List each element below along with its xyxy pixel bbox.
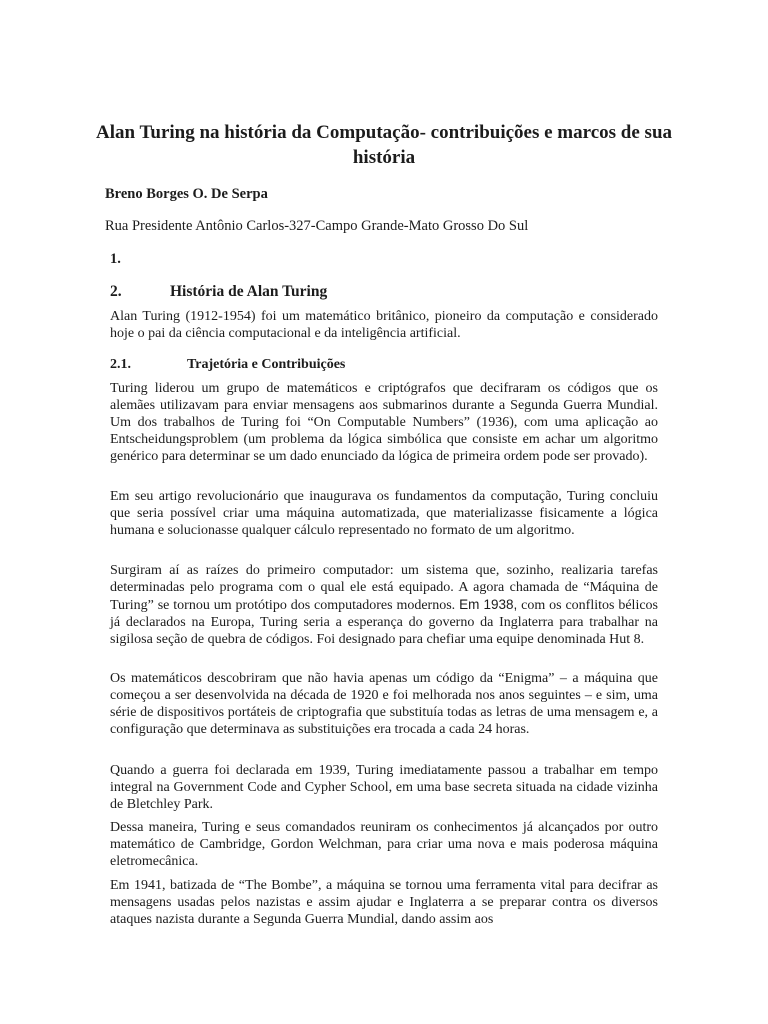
paragraph-text: com os conflitos bélicos já declarados na Europa, Turing seria a esperança do governo da Inglaterra para trabalhar na sigilosa seção de quebra de códigos. Foi designado para chefiar uma equipe denominada Hut 8.: [110, 598, 659, 647]
paragraph-text: Surgiram aí as raízes do primeiro computador: um sistema que, sozinho, realizaria tarefas determinadas pelo programa com o qual ele está equipado. A agora chamada de “Máquina de Turing” se tornou um protótipo dos computadores modernos.: [110, 563, 658, 613]
subsection-heading-2-1: [110, 357, 345, 373]
section-heading-2: [110, 283, 327, 301]
paragraph: Turing liderou um grupo de matemáticos e criptógrafos que decifraram os códigos que os alemães utilizavam para enviar mensagens aos submarinos durante a Segunda Guerra Mundial. Um dos trabalhos de Turing foi “On Computable Numbers” (1936), com uma aplicação ao Entscheidungsproblem (um problema da lógica simbólica que consiste em achar um algoritmo genérico para determinar se um dado enunciado da lógica de primeira ordem pode ser provado).: [110, 381, 658, 464]
intro-paragraph: Alan Turing (1912-1954) foi um matemático britânico, pioneiro da computação e considerado hoje o pai da ciência computacional e da inteligência artificial.: [110, 309, 658, 341]
paragraph: Em seu artigo revolucionário que inaugurava os fundamentos da computação, Turing concluiu que seria possível criar uma máquina automatizada, que materializasse fisicamente a lógica humana e solucionasse qualquer cálculo representado no formato de um algoritmo.: [110, 489, 658, 538]
paragraph-text-sans: Em 1938,: [459, 597, 518, 612]
paragraph: [110, 562, 658, 648]
author-address: Rua Presidente Antônio Carlos-327-Campo Grande-Mato Grosso Do Sul: [105, 218, 529, 234]
section-number: 2.: [110, 283, 122, 300]
paragraph: Em 1941, batizada de “The Bombe”, a máquina se tornou uma ferramenta vital para decifrar as mensagens usadas pelos nazistas e assim ajudar e Inglaterra a se preparar contra os diversos ataques nazista durante a Segunda Guerra Mundial, dando assim aos: [110, 878, 658, 927]
author-name: Breno Borges O. De Serpa: [105, 186, 268, 202]
document-title: Alan Turing na história da Computação- contribuições e marcos de sua história: [95, 122, 673, 168]
subsection-number: 2.1.: [110, 357, 131, 372]
section-heading-1: 1.: [110, 251, 121, 267]
subsection-title: Trajetória e Contribuições: [187, 357, 346, 372]
section-title: História de Alan Turing: [170, 283, 328, 300]
paragraph: Dessa maneira, Turing e seus comandados reuniram os conhecimentos já alcançados por outro matemático de Cambridge, Gordon Welchman, para criar uma nova e mais poderosa máquina eletromecânica.: [110, 820, 658, 869]
paragraph: Quando a guerra foi declarada em 1939, Turing imediatamente passou a trabalhar em tempo integral na Government Code and Cypher School, em uma base secreta situada na cidade vizinha de Bletchley Park.: [110, 763, 658, 812]
paragraph: Os matemáticos descobriram que não havia apenas um código da “Enigma” – a máquina que começou a ser desenvolvida na década de 1920 e foi melhorada nos anos seguintes – e sim, uma série de dispositivos portáteis de criptografia que substituía todas as letras de uma mensagem e, a configuração que determinava as substituições era trocada a cada 24 horas.: [110, 671, 658, 737]
